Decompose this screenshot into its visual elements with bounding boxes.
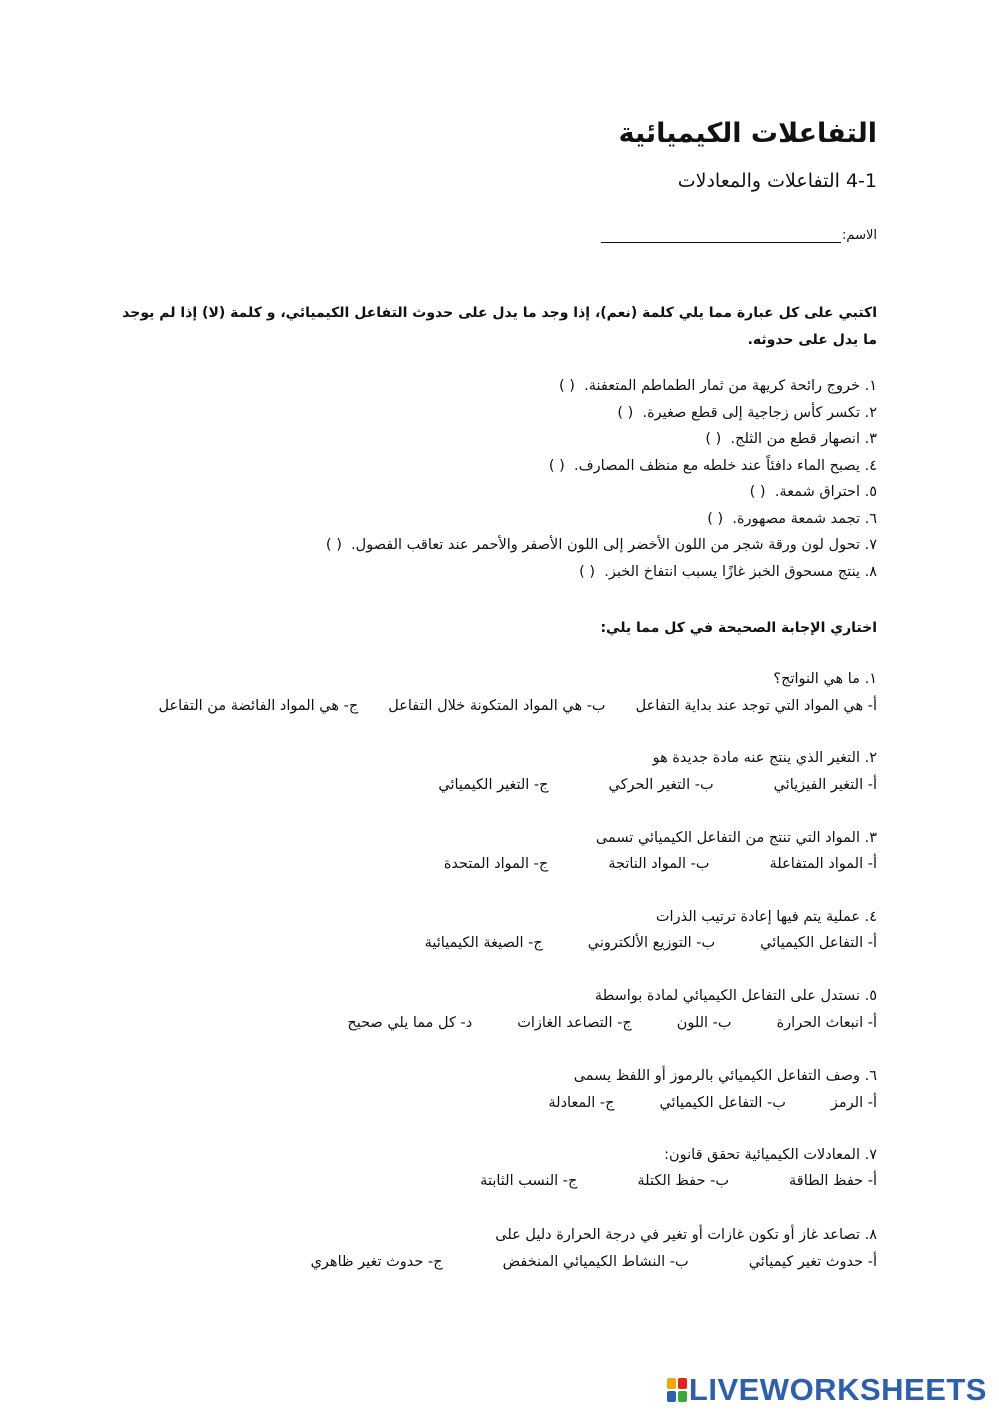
option-c[interactable]: ج- التصاعد الغازات: [517, 1015, 632, 1031]
question-6: ٦. وصف التفاعل الكيميائي بالرموز أو اللفظ يسمى: [573, 1068, 877, 1084]
tf-item-4: [549, 458, 877, 474]
question-4-options: [425, 935, 877, 951]
name-label: الاسم:: [842, 228, 877, 243]
tf-item-text: ٨. ينتج مسحوق الخبز غازًا يسبب انتفاخ الخبز.: [604, 564, 877, 580]
tf-item-8: [579, 564, 877, 580]
tf-item-text: ٣. انصهار قطع من الثلج.: [730, 431, 877, 447]
tf-item-text: ٦. تجمد شمعة مصهورة.: [732, 511, 877, 527]
question-5-options: [347, 1015, 877, 1031]
answer-blank[interactable]: ( ): [749, 484, 766, 500]
answer-blank[interactable]: ( ): [579, 564, 596, 580]
option-a[interactable]: أ- هي المواد التي توجد عند بداية التفاعل: [635, 698, 877, 714]
option-b[interactable]: ب- هي المواد المتكونة خلال التفاعل: [388, 698, 606, 714]
option-c[interactable]: ج- النسب الثابتة: [480, 1173, 578, 1189]
tf-item-1: [559, 378, 877, 394]
tf-item-2: [617, 405, 877, 421]
answer-blank[interactable]: ( ): [548, 458, 565, 474]
option-b[interactable]: ب- التفاعل الكيميائي: [659, 1095, 786, 1111]
question-4: ٤. عملية يتم فيها إعادة ترتيب الذرات: [655, 909, 877, 925]
question-2: ٢. التغير الذي ينتج عنه مادة جديدة هو: [652, 750, 877, 766]
answer-blank[interactable]: ( ): [705, 431, 722, 447]
tf-item-text: ٧. تحول لون ورقة شجر من اللون الأخضر إلى اللون الأصفر والأحمر عند تعاقب الفصول.: [351, 537, 877, 553]
name-field-row: [601, 228, 877, 243]
section1-instruction: اكتبي على كل عبارة مما يلي كلمة (نعم)، إذا وجد ما يدل على حدوث التفاعل الكيميائي، و كلمة (لا) إذا لم يوجد ما يدل على حدوثه.: [122, 305, 877, 348]
tf-item-text: ٢. تكسر كأس زجاجية إلى قطع صغيرة.: [642, 405, 877, 421]
logo-text: LIVEWORKSHEETS: [688, 1372, 987, 1407]
section2-instruction: اختاري الإجابة الصحيحة في كل مما يلي:: [600, 620, 877, 636]
name-answer-line[interactable]: [601, 228, 841, 243]
option-c[interactable]: ج- المعادلة: [548, 1095, 615, 1111]
question-7: ٧. المعادلات الكيميائية تحقق قانون:: [664, 1147, 877, 1163]
tf-item-6: [707, 511, 877, 527]
option-b[interactable]: ب- المواد الناتجة: [608, 856, 710, 872]
worksheet-subtitle: 4-1 التفاعلات والمعادلات: [677, 170, 877, 192]
option-b[interactable]: ب- النشاط الكيميائي المنخفض: [502, 1254, 689, 1270]
answer-blank[interactable]: ( ): [558, 378, 575, 394]
question-1-options: [158, 698, 877, 714]
option-a[interactable]: أ- التغير الفيزيائي: [773, 777, 877, 793]
option-a[interactable]: أ- انبعاث الحرارة: [776, 1015, 877, 1031]
option-b[interactable]: ب- التغير الحركي: [608, 777, 714, 793]
question-7-options: [480, 1173, 877, 1189]
answer-blank[interactable]: ( ): [707, 511, 724, 527]
liveworksheets-logo-icon: [667, 1378, 687, 1402]
option-c[interactable]: ج- هي المواد الفائضة من التفاعل: [158, 698, 359, 714]
option-c[interactable]: ج- حدوث تغير ظاهري: [310, 1254, 443, 1270]
option-b[interactable]: ب- التوزيع الألكتروني: [587, 935, 716, 951]
option-a[interactable]: أ- حدوث تغير كيميائي: [748, 1254, 877, 1270]
option-a[interactable]: أ- حفظ الطاقة: [788, 1173, 877, 1189]
tf-item-text: ٥. احتراق شمعة.: [774, 484, 877, 500]
question-6-options: [548, 1095, 877, 1111]
worksheet-title: التفاعلات الكيميائية: [618, 118, 877, 149]
option-c[interactable]: ج- الصيغة الكيميائية: [424, 935, 543, 951]
question-3: ٣. المواد التي تنتج من التفاعل الكيميائي تسمى: [595, 830, 877, 846]
tf-item-3: [705, 431, 877, 447]
tf-item-7: [326, 537, 877, 553]
question-3-options: [444, 856, 877, 872]
tf-item-5: [750, 484, 877, 500]
option-b[interactable]: ب- اللون: [676, 1015, 732, 1031]
option-a[interactable]: أ- الرمز: [830, 1095, 877, 1111]
question-5: ٥. نستدل على التفاعل الكيميائي لمادة بواسطة: [594, 988, 877, 1004]
answer-blank[interactable]: ( ): [617, 405, 634, 421]
tf-item-text: ٤. يصبح الماء دافئاً عند خلطه مع منظف المصارف.: [574, 458, 877, 474]
option-a[interactable]: أ- المواد المتفاعلة: [769, 856, 877, 872]
tf-item-text: ١. خروج رائحة كريهة من ثمار الطماطم المتعفنة.: [584, 378, 877, 394]
question-1: ١. ما هي النواتج؟: [773, 671, 877, 687]
option-c[interactable]: ج- التغير الكيميائي: [438, 777, 549, 793]
option-d[interactable]: د- كل مما يلي صحيح: [347, 1015, 473, 1031]
option-a[interactable]: أ- التفاعل الكيميائي: [760, 935, 877, 951]
liveworksheets-logo[interactable]: [667, 1372, 987, 1408]
answer-blank[interactable]: ( ): [325, 537, 342, 553]
question-8-options: [311, 1254, 877, 1270]
question-2-options: [438, 777, 877, 793]
option-c[interactable]: ج- المواد المتحدة: [443, 856, 549, 872]
question-8: ٨. تصاعد غاز أو تكون غازات أو تغير في درجة الحرارة دليل على: [495, 1227, 877, 1243]
option-b[interactable]: ب- حفظ الكتلة: [637, 1173, 729, 1189]
